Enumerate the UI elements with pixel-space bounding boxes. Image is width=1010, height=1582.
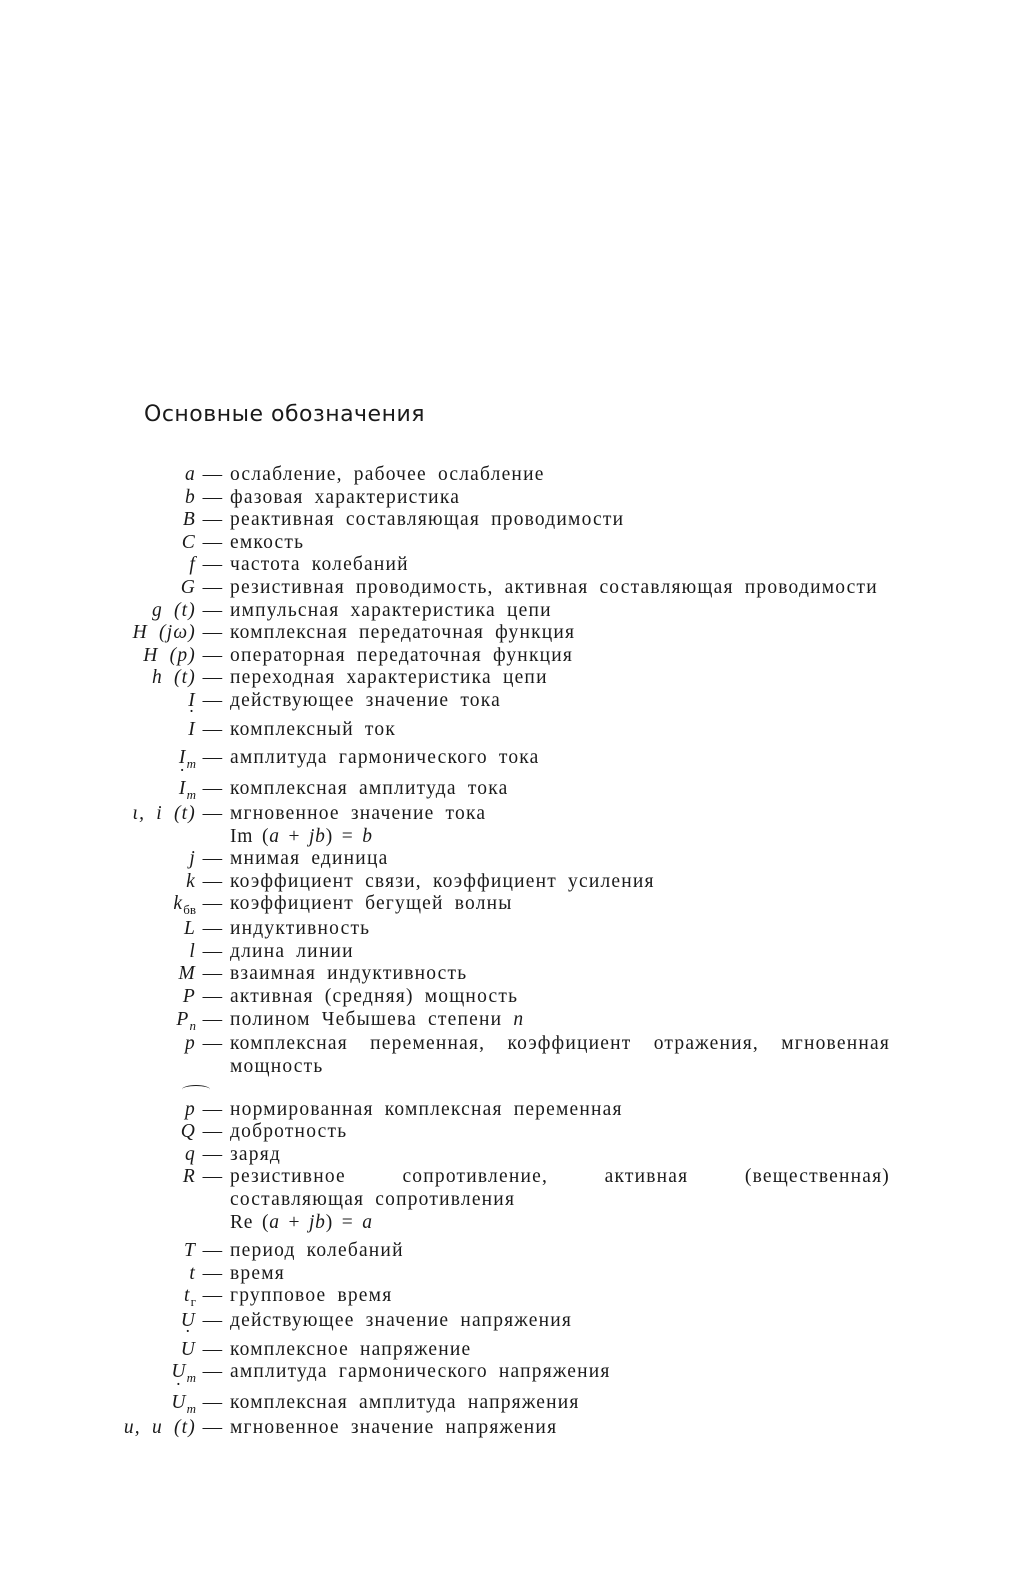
symbol-l: l bbox=[189, 940, 196, 962]
entry-H-p bbox=[0, 645, 1010, 668]
entry-G bbox=[0, 577, 1010, 600]
dash: — bbox=[202, 576, 224, 598]
definition-M: взаимная индуктивность bbox=[230, 963, 468, 985]
definition-I: действующее значение тока bbox=[230, 689, 501, 711]
dash: — bbox=[202, 689, 224, 711]
symbol-k: k bbox=[186, 870, 196, 892]
symbol-k-bv: $k_{бв}$ bbox=[173, 893, 196, 918]
dash: — bbox=[202, 848, 224, 870]
definition-H-jw: комплексная передаточная функция bbox=[230, 622, 576, 644]
symbol-P: P bbox=[182, 985, 196, 1007]
definition-I-m: амплитуда гармонического тока bbox=[230, 747, 540, 769]
entry-I bbox=[0, 690, 1010, 713]
dash: — bbox=[202, 486, 224, 508]
dash: — bbox=[202, 893, 224, 915]
dash: — bbox=[202, 531, 224, 553]
dash: — bbox=[202, 918, 224, 940]
entry-R bbox=[0, 1166, 1010, 1211]
symbol-t: t bbox=[189, 1262, 196, 1284]
definition-k-bv: коэффициент бегущей волны bbox=[230, 893, 513, 915]
entry-B bbox=[0, 509, 1010, 532]
entry-q bbox=[0, 1144, 1010, 1167]
symbol-I-dot: ˙ I bbox=[0, 719, 196, 741]
dash: — bbox=[202, 870, 224, 892]
symbol-C: C bbox=[181, 531, 196, 553]
definition-l: длина линии bbox=[230, 940, 354, 962]
symbol-a: a bbox=[185, 464, 196, 485]
definition-H-p: операторная передаточная функция bbox=[230, 644, 574, 666]
symbol-U: U bbox=[180, 1310, 196, 1332]
symbol-I: I bbox=[188, 689, 196, 711]
symbol-b: b bbox=[185, 486, 196, 508]
entry-p-hat bbox=[0, 1099, 1010, 1122]
dash: — bbox=[202, 1008, 224, 1030]
symbol-B: B bbox=[182, 509, 196, 531]
dash: — bbox=[202, 644, 224, 666]
symbol-h-t: h (t) bbox=[151, 667, 196, 689]
definition-j: мнимая единица bbox=[230, 848, 389, 870]
dash: — bbox=[202, 1240, 224, 1262]
symbol-q: q bbox=[185, 1143, 196, 1165]
entry-k-bv bbox=[0, 893, 1010, 918]
dash: — bbox=[202, 718, 224, 740]
definition-Q: добротность bbox=[230, 1121, 348, 1143]
symbol-R: R bbox=[182, 1166, 196, 1188]
dash: — bbox=[202, 985, 224, 1007]
entry-a bbox=[0, 464, 1010, 487]
dash: — bbox=[202, 940, 224, 962]
entry-T bbox=[0, 1240, 1010, 1263]
definition-R: резистивное сопротивление, активная (вещественная) составляющая сопротивления bbox=[230, 1166, 890, 1210]
definition-i-t: мгновенное значение тока bbox=[230, 802, 487, 824]
symbol-t-g: $t_г$ bbox=[184, 1285, 196, 1310]
symbol-P-n: $P_n$ bbox=[176, 1008, 196, 1033]
symbol-p: p bbox=[185, 1033, 196, 1055]
symbol-p-hat: p bbox=[185, 1098, 196, 1120]
entry-f bbox=[0, 554, 1010, 577]
symbol-g-t: g (t) bbox=[151, 599, 196, 621]
symbol-i-t: ι, i (t) bbox=[132, 802, 196, 824]
definition-P: активная (средняя) мощность bbox=[230, 985, 519, 1007]
dash: — bbox=[202, 622, 224, 644]
entry-P bbox=[0, 986, 1010, 1009]
entry-u-t bbox=[0, 1417, 1010, 1440]
dash: — bbox=[202, 1121, 224, 1143]
entry-g-t bbox=[0, 600, 1010, 623]
formula-re: Re (a + jb) = a bbox=[230, 1211, 373, 1233]
entry-k bbox=[0, 871, 1010, 894]
definition-p: комплексная переменная, коэффициент отражения, мгновенная мощность bbox=[230, 1033, 890, 1078]
dash: — bbox=[202, 802, 224, 824]
definition-C: емкость bbox=[230, 531, 305, 553]
definition-a: ослабление, рабочее ослабление bbox=[230, 464, 545, 485]
dash: — bbox=[202, 1310, 224, 1332]
dash: — bbox=[202, 1033, 224, 1055]
dash: — bbox=[202, 1143, 224, 1165]
definition-f: частота колебаний bbox=[230, 554, 409, 576]
symbol-H-p: H (p) bbox=[143, 644, 196, 666]
symbol-u-t: u, u (t) bbox=[123, 1417, 196, 1439]
symbol-f: f bbox=[189, 554, 196, 576]
entry-M bbox=[0, 963, 1010, 986]
symbol-j: j bbox=[189, 848, 196, 870]
notation-list bbox=[0, 464, 1010, 1440]
entry-I-m bbox=[0, 747, 1010, 772]
definition-G: резистивная проводимость, активная составляющая проводимости bbox=[230, 576, 878, 598]
definition-t: время bbox=[230, 1262, 285, 1284]
dash: — bbox=[202, 464, 224, 485]
symbol-L: L bbox=[183, 918, 196, 940]
entry-l bbox=[0, 941, 1010, 964]
symbol-H-jw: H (jω) bbox=[132, 622, 196, 644]
dash: — bbox=[202, 1285, 224, 1307]
definition-t-g: групповое время bbox=[230, 1285, 393, 1307]
entry-p bbox=[0, 1033, 1010, 1078]
symbol-M: M bbox=[178, 963, 196, 985]
definition-g-t: импульсная характеристика цепи bbox=[230, 599, 552, 621]
definition-P-n: полином Чебышева степени n bbox=[230, 1008, 525, 1030]
dash: — bbox=[202, 509, 224, 531]
dash: — bbox=[202, 1262, 224, 1284]
dash: — bbox=[202, 1166, 224, 1188]
definition-U-m: амплитуда гармонического напряжения bbox=[230, 1361, 611, 1383]
entry-I-dot bbox=[0, 719, 1010, 742]
entry-I-m-dot bbox=[0, 778, 1010, 803]
entry-U-dot bbox=[0, 1339, 1010, 1362]
dash: — bbox=[202, 778, 224, 800]
definition-U-m-dot: комплексная амплитуда напряжения bbox=[230, 1392, 580, 1414]
entry-L bbox=[0, 918, 1010, 941]
entry-h-t bbox=[0, 667, 1010, 690]
definition-I-dot: комплексный ток bbox=[230, 718, 397, 740]
definition-h-t: переходная характеристика цепи bbox=[230, 667, 548, 689]
dash: — bbox=[202, 1392, 224, 1414]
dash: — bbox=[202, 554, 224, 576]
entry-U-m bbox=[0, 1361, 1010, 1386]
dash: — bbox=[202, 963, 224, 985]
symbol-T: T bbox=[183, 1240, 196, 1262]
entry-j bbox=[0, 848, 1010, 871]
symbol-U-m: $U_m$ bbox=[171, 1361, 196, 1386]
symbol-I-m: $I_m$ bbox=[178, 747, 196, 772]
symbol-I-m-dot: ˙ $I_m$ bbox=[0, 778, 196, 803]
definition-U: действующее значение напряжения bbox=[230, 1310, 573, 1332]
definition-L: индуктивность bbox=[230, 918, 371, 940]
dash: — bbox=[202, 1098, 224, 1120]
definition-u-t: мгновенное значение напряжения bbox=[230, 1417, 558, 1439]
entry-H-jw bbox=[0, 622, 1010, 645]
definition-B: реактивная составляющая проводимости bbox=[230, 509, 625, 531]
entry-Q bbox=[0, 1121, 1010, 1144]
dash: — bbox=[202, 1338, 224, 1360]
definition-I-m-dot: комплексная амплитуда тока bbox=[230, 778, 509, 800]
page-title: Основные обозначения bbox=[144, 402, 426, 427]
symbol-U-m-dot: ˙ $U_m$ bbox=[0, 1392, 196, 1417]
symbol-G: G bbox=[180, 576, 196, 598]
entry-i-t bbox=[0, 803, 1010, 826]
entry-U bbox=[0, 1310, 1010, 1333]
formula-im: Im (a + jb) = b bbox=[230, 825, 373, 847]
definition-T: период колебаний bbox=[230, 1240, 404, 1262]
entry-b bbox=[0, 487, 1010, 510]
entry-U-m-dot bbox=[0, 1392, 1010, 1417]
dash: — bbox=[202, 747, 224, 769]
definition-p-hat: нормированная комплексная переменная bbox=[230, 1098, 623, 1120]
symbol-Q: Q bbox=[180, 1121, 196, 1143]
dash: — bbox=[202, 599, 224, 621]
symbol-U-dot: ˙ U bbox=[0, 1339, 196, 1361]
definition-q: заряд bbox=[230, 1143, 281, 1165]
definition-b: фазовая характеристика bbox=[230, 486, 461, 508]
definition-k: коэффициент связи, коэффициент усиления bbox=[230, 870, 655, 892]
dash: — bbox=[202, 1417, 224, 1439]
entry-C bbox=[0, 532, 1010, 555]
entry-P-n bbox=[0, 1009, 1010, 1034]
definition-U-dot: комплексное напряжение bbox=[230, 1338, 472, 1360]
dash: — bbox=[202, 1361, 224, 1383]
dash: — bbox=[202, 667, 224, 689]
entry-t bbox=[0, 1263, 1010, 1286]
entry-t-g bbox=[0, 1285, 1010, 1310]
